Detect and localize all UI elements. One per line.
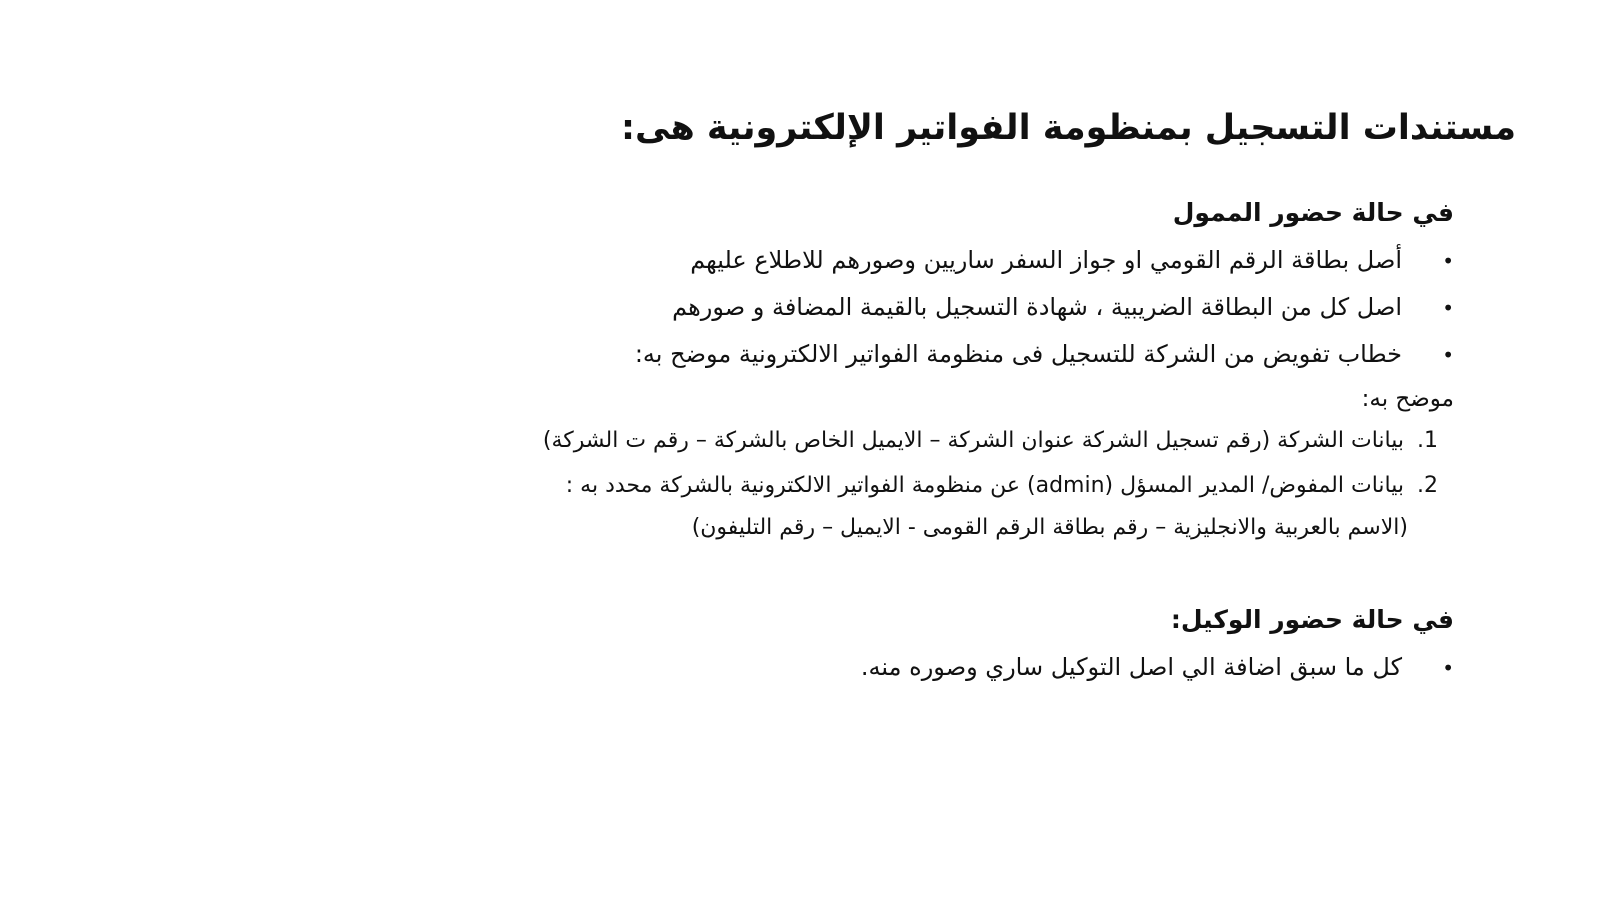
- representative-details: (الاسم بالعربية والانجليزية – رقم بطاقة الرقم القومى - الايميل – رقم التليفون): [691, 515, 1408, 540]
- section-heading-agent: في حالة حضور الوكيل:: [1170, 605, 1454, 634]
- bullet-icon: •: [1442, 343, 1454, 367]
- explained-label: موضح به:: [1361, 386, 1454, 412]
- bullet-icon: •: [1442, 296, 1454, 320]
- bullet-icon: •: [1442, 249, 1454, 273]
- numbered-item: [566, 473, 1438, 498]
- section-heading-taxpayer: في حالة حضور الممول: [1172, 198, 1454, 227]
- bullet-item: [861, 653, 1454, 681]
- bullet-icon: •: [1442, 656, 1454, 680]
- bullet-item: [635, 340, 1454, 368]
- numbered-text: بيانات المفوض/ المدير المسؤل (admin) عن منظومة الفواتير الالكترونية بالشركة محدد به :: [565, 473, 1404, 498]
- numbered-item: [543, 428, 1438, 453]
- bullet-text: كل ما سبق اضافة الي اصل التوكيل ساري وصوره منه.: [860, 653, 1402, 681]
- bullet-text: خطاب تفويض من الشركة للتسجيل فى منظومة الفواتير الالكترونية موضح به:: [634, 340, 1402, 368]
- item-number: 2.: [1417, 473, 1438, 498]
- bullet-item: [690, 246, 1454, 274]
- page-title: مستندات التسجيل بمنظومة الفواتير الإلكترونية هى:: [621, 108, 1516, 148]
- numbered-text: بيانات الشركة (رقم تسجيل الشركة عنوان الشركة – الايميل الخاص بالشركة – رقم ت الشركة): [542, 428, 1404, 453]
- bullet-text: أصل بطاقة الرقم القومي او جواز السفر ساريين وصورهم للاطلاع عليهم: [690, 246, 1402, 274]
- bullet-item: [672, 293, 1454, 321]
- item-number: 1.: [1417, 428, 1438, 453]
- bullet-text: اصل كل من البطاقة الضريبية ، شهادة التسجيل بالقيمة المضافة و صورهم: [672, 293, 1402, 321]
